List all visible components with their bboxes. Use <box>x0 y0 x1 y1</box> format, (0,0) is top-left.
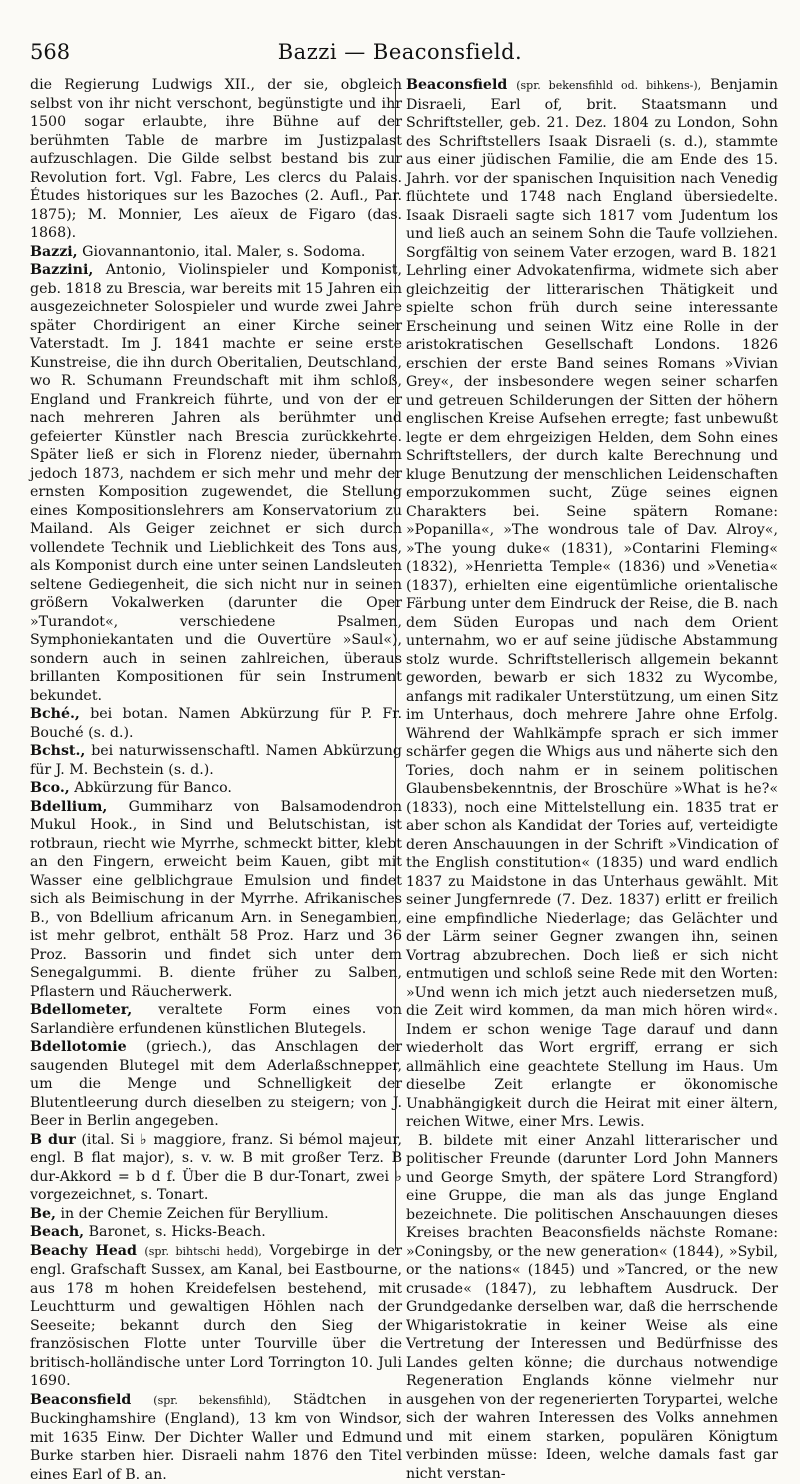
entry-bche <box>30 705 402 742</box>
entry-text: (ital. Si ♭ maggiore, franz. Si bémol majeur, engl. B flat major), s. v. w. B mit großer Terz. B dur-Akkord = b d f. Über die B dur-Tonart, zwei ♭ vorgezeichnet, s. Tonart. <box>30 1132 402 1204</box>
left-column <box>30 76 402 1484</box>
headword: B dur <box>30 1132 76 1148</box>
entry-text: veraltete Form eines von Sarlandière erfundenen künstlichen Blutegels. <box>30 1002 402 1037</box>
entry-bdellometer <box>30 1001 402 1038</box>
entry-bchst <box>30 742 402 779</box>
headword: Bdellotomie <box>30 1039 127 1055</box>
headword: Beaconsfield <box>30 1392 131 1408</box>
headword: Be, <box>30 1206 56 1222</box>
entry-bco <box>30 779 402 798</box>
entry-be <box>30 1205 402 1224</box>
entry-bazzi <box>30 243 402 262</box>
headword: Bchst., <box>30 743 85 759</box>
entry-text: Benjamin Disraeli, Earl of, brit. Staatsmann und Schriftsteller, geb. 21. Dez. 1804 zu London, Sohn des Schriftstellers Isaak Disraeli (s. d.), stammte aus einer jüdischen Familie, die am Ende des 15. Jahrh. vor der spanischen Inquisition nach Venedig flüchtete und 1748 nach England übersiedelte. Isaak Disraeli sagte sich 1817 vom Judentum los und ließ auch an seinem Sohn die Taufe vollziehen. Sorgfältig von seinem Vater erzogen, ward B. 1821 Lehrling einer Advokatenfirma, widmete sich aber gleichzeitig der litterarischen Thätigkeit und spielte schon früh durch seine interessante Erscheinung und seinen Witz eine Rolle in der aristokratischen Gesellschaft Londons. 1826 erschien der erste Band seines Romans »Vivian Grey«, der insbesondere wegen seiner scharfen und getreuen Schilderungen der Sitten der höhern englischen Kreise Aufsehen erregte; fast unbewußt legte er dem ehrgeizigen Helden, dem Sohn eines Schriftstellers, der durch kalte Berechnung und kluge Benutzung der menschlichen Leidenschaften emporzukommen sucht, Züge seines eignen Charakters bei. Seine spätern Romane: »Popanilla«, »The wondrous tale of Dav. Alroy«, »The young duke« (1831), »Contarini Fleming« (1832), »Henrietta Temple« (1836) und »Venetia« (1837), erhielten eine eigentümliche orientalische Färbung unter dem Eindruck der Reise, die B. nach dem Süden Europas und nach dem Orient unternahm, wo er auf seine jüdische Abstammung stolz wurde. Schriftstellerisch allgemein bekannt geworden, bewarb er sich 1832 zu Wycombe, anfangs mit radikaler Unterstützung, um einen Sitz im Unterhaus, doch mehrere Jahre ohne Erfolg. Während der Wahlkämpfe sprach er sich immer schärfer gegen die Whigs aus und näherte sich den Tories, doch nahm er in seinem politischen Glaubensbekenntnis, der Broschüre »What is he?« (1833), noch eine Mittelstellung ein. 1835 trat er aber schon als Kandidat der Tories auf, verteidigte deren Anschauungen in der Schrift »Vindication of the English constitution« (1835) und ward endlich 1837 zu Maidstone in das Unterhaus gewählt. Mit seiner Jungfernrede (7. Dez. 1837) erlitt er freilich eine empfindliche Niederlage; das Gelächter und der Lärm seiner Gegner zwangen ihn, seinen Vortrag abzubrechen. Doch ließ er sich nicht entmutigen und schloß seine Rede mit den Worten: »Und wenn ich mich jetzt auch niedersetzen muß, die Zeit wird kommen, da man mich hören wird«. Indem er schon wenige Tage darauf und dann wiederholt das Wort ergriff, errang er sich allmählich eine geachtete Stellung im Haus. Um dieselbe Zeit erlangte er ökonomische Unabhängigkeit durch die Heirat mit einer ältern, reichen Witwe, einer Mrs. Lewis. <box>406 77 778 1130</box>
entry-b-dur <box>30 1131 402 1205</box>
entry-text: bei botan. Namen Abkürzung für P. Fr. Bouché (s. d.). <box>30 706 402 741</box>
headword: Bazzini, <box>30 262 93 278</box>
entry-text: Vorgebirge in der engl. Grafschaft Sussex, am Kanal, bei Eastbourne, aus 178 m hohen Kreidefelsen bestehend, mit Leuchtturm und gewaltigen Höhlen nach der Seeseite; bekannt durch den Sieg der französischen Flotte unter Tourville über die britisch-holländische unter Lord Torrington 10. Juli 1690. <box>30 1243 402 1390</box>
entry-bdellotomie <box>30 1038 402 1131</box>
pronunciation: (spr. bihtschi hedd), <box>144 1245 261 1258</box>
page-number: 568 <box>30 40 70 64</box>
entry-text: Abkürzung für Banco. <box>74 780 232 796</box>
entry-text: (griech.), das Anschlagen der saugenden Blutegel mit dem Aderlaßschnepper, um die Menge und Schnelligkeit der Blutentleerung durch dieselben zu steigern; von J. Beer in Berlin angegeben. <box>30 1039 402 1129</box>
entry-text: Gummiharz von Balsamodendron Mukul Hook., in Sind und Belutschistan, ist rotbraun, riecht wie Myrrhe, schmeckt bitter, klebt an den Fingern, erweicht beim Kauen, gibt mit Wasser eine gelblichgraue Emulsion und findet sich als Beimischung in der Myrrhe. Afrikanisches B., von Bdellium africanum Arn. in Senegambien, ist mehr gelbrot, enthält 58 Proz. Harz und 36 Proz. Bassorin und findet sich unter dem Senegalgummi. B. diente früher zu Salben, Pflastern und Räucherwerk. <box>30 799 402 1000</box>
entry-text: Antonio, Violinspieler und Komponist, geb. 1818 zu Brescia, war bereits mit 15 Jahren ein ausgezeichneter Solospieler und wurde zwei Jahre später Chordirigent an einer Kirche seiner Vaterstadt. Im J. 1841 machte er seine erste Kunstreise, die ihn durch Oberitalien, Deutschland, wo R. Schumann Freundschaft mit ihm schloß, England und Frankreich führte, und von der er nach mehreren Jahren als berühmter und gefeierter Künstler nach Brescia zurückkehrte. Später ließ er sich in Florenz nieder, übernahm jedoch 1873, nachdem er sich mehr und mehr der ernsten Komposition zugewendet, die Stellung eines Kompositionslehrers am Konservatorium zu Mailand. Als Geiger zeichnet er sich durch vollendete Technik und Lieblichkeit des Tons aus, als Komponist durch eine unter seinen Landsleuten seltene Gediegenheit, die sich nicht nur in seinen größern Vokalwerken (darunter die Oper »Turandot«, verschiedene Psalmen, Symphoniekantaten und die Ouvertüre »Saul«), sondern auch in seinen zahlreichen, überaus brillanten Kompositionen für sein Instrument bekundet. <box>30 262 402 704</box>
headword: Bazzi, <box>30 244 78 260</box>
headword: Bdellometer, <box>30 1002 132 1018</box>
paragraph: B. bildete mit einer Anzahl litterarischer und politischer Freunde (darunter Lord John Manners und George Smyth, der spätere Lord Strangford) eine Gruppe, die man als das junge England bezeichnete. Die politischen Anschauungen dieses Kreises brachten Beaconsfields nächste Romane: »Coningsby, or the new generation« (1844), »Sybil, or the nations« (1845) und »Tancred, or the new crusade« (1847), zu lebhaftem Ausdruck. Der Grundgedanke derselben war, daß die herrschende Whigaristokratie in keiner Weise als eine Vertretung der Interessen und Bedürfnisse des Landes gelten könne; die durchaus notwendige Regeneration Englands könne vielmehr nur ausgehen von der regenerierten Torypartei, welche sich der wahren Interessen des Volks annehmen und mit einem starken, populären Königtum verbinden müsse: Ideen, welche damals fast gar nicht verstan- <box>406 1132 778 1484</box>
entry-bdellium <box>30 798 402 1002</box>
entry-bazzini <box>30 261 402 705</box>
headword: Bco., <box>30 780 70 796</box>
headword: Beaconsfield <box>406 77 507 93</box>
entry-beach <box>30 1223 402 1242</box>
page-header <box>30 40 770 70</box>
entry-beachy-head <box>30 1242 402 1391</box>
pronunciation: (spr. bekensfihld), <box>153 1394 271 1407</box>
pronunciation: (spr. bekensfihld od. bihkens-), <box>516 79 701 92</box>
entry-text: Baronet, s. Hicks-Beach. <box>89 1224 266 1240</box>
headword: Bché., <box>30 706 80 722</box>
headword: Beach, <box>30 1224 84 1240</box>
entry-beaconsfield-disraeli <box>406 76 778 1132</box>
running-head: Bazzi — Beaconsfield. <box>30 40 770 64</box>
headword: Bdellium, <box>30 799 107 815</box>
entry-text: Städtchen in Buckinghamshire (England), 13 km von Windsor, mit 1635 Einw. Der Dichter Waller und Edmund Burke starben hier. Disraeli nahm 1876 den Titel eines Earl of B. an. <box>30 1392 402 1483</box>
entry-beaconsfield-town <box>30 1391 402 1484</box>
continued-paragraph: die Regierung Ludwigs XII., der sie, obgleich selbst von ihr nicht verschont, begünstigte und ihr 1500 sogar erlaubte, ihre Bühne auf der berühmten Table de marbre im Justizpalast aufzuschlagen. Die Gilde selbst bestand bis zur Revolution fort. Vgl. Fabre, Les clercs du Palais. Études historiques sur les Bazoches (2. Aufl., Par. 1875); M. Monnier, Les aïeux de Figaro (das. 1868). <box>30 76 402 243</box>
entry-text: Giovannantonio, ital. Maler, s. Sodoma. <box>82 244 365 260</box>
entry-text: in der Chemie Zeichen für Beryllium. <box>60 1206 328 1222</box>
headword: Beachy Head <box>30 1243 137 1259</box>
right-column <box>406 76 778 1483</box>
entry-text: bei naturwissenschaftl. Namen Abkürzung für J. M. Bechstein (s. d.). <box>30 743 402 778</box>
